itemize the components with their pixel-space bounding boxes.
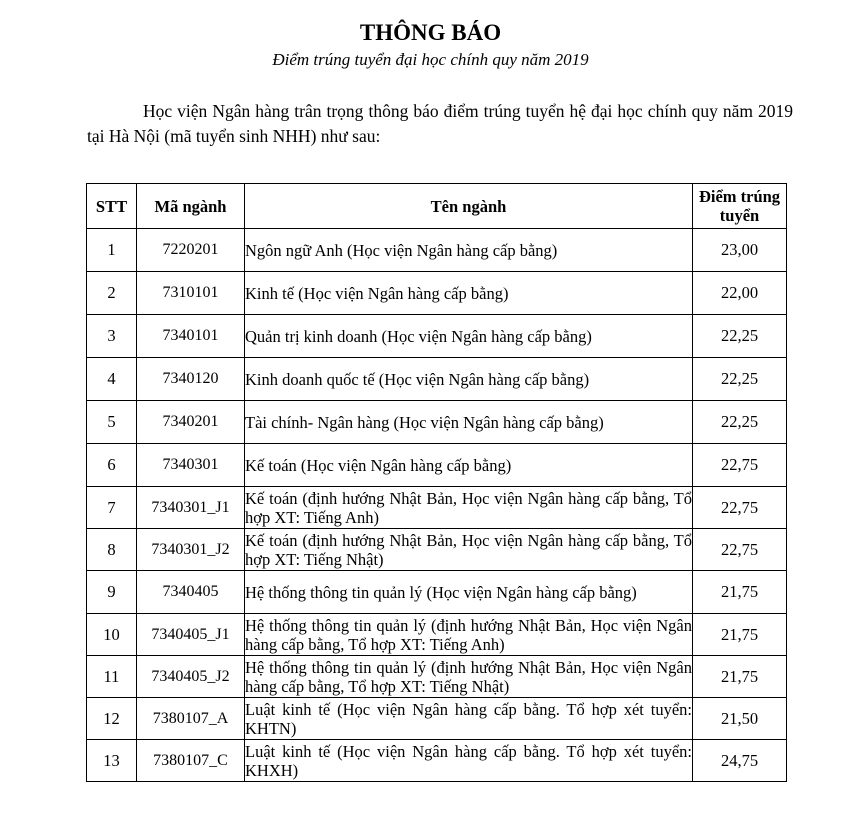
cell-score: 22,75 [693, 487, 787, 529]
cell-name: Ngôn ngữ Anh (Học viện Ngân hàng cấp bằng) [245, 229, 693, 272]
cell-stt: 6 [87, 444, 137, 487]
document-subtitle: Điểm trúng tuyển đại học chính quy năm 2019 [272, 50, 589, 69]
cell-code: 7340301 [137, 444, 245, 487]
cell-score: 22,25 [693, 358, 787, 401]
cell-name: Luật kinh tế (Học viện Ngân hàng cấp bằng. Tổ hợp xét tuyển: KHXH) [245, 741, 692, 780]
cell-score: 22,25 [693, 401, 787, 444]
cell-stt: 12 [87, 698, 137, 740]
cell-stt: 4 [87, 358, 137, 401]
cell-name: Kinh doanh quốc tế (Học viện Ngân hàng cấp bằng) [245, 358, 693, 401]
header-code: Mã ngành [137, 184, 245, 229]
cell-name: Luật kinh tế (Học viện Ngân hàng cấp bằng. Tổ hợp xét tuyển: KHTN) [245, 699, 692, 738]
cell-code: 7340405 [137, 571, 245, 614]
cell-score: 22,25 [693, 315, 787, 358]
cell-score: 21,75 [693, 571, 787, 614]
cell-name: Kinh tế (Học viện Ngân hàng cấp bằng) [245, 272, 693, 315]
cell-code: 7220201 [137, 229, 245, 272]
cell-stt: 8 [87, 529, 137, 571]
cell-name: Quản trị kinh doanh (Học viện Ngân hàng cấp bằng) [245, 315, 693, 358]
cell-name: Hệ thống thông tin quản lý (Học viện Ngân hàng cấp bằng) [245, 571, 693, 614]
table-row [87, 444, 787, 487]
cell-score: 21,75 [693, 656, 787, 698]
table-row [87, 401, 787, 444]
cell-stt: 2 [87, 272, 137, 315]
table-row [87, 487, 787, 529]
cell-code: 7340201 [137, 401, 245, 444]
cell-stt: 10 [87, 614, 137, 656]
table-row [87, 529, 787, 571]
cell-name: Tài chính- Ngân hàng (Học viện Ngân hàng cấp bằng) [245, 401, 693, 444]
table-row [87, 614, 787, 656]
cell-stt: 13 [87, 740, 137, 782]
table-row [87, 571, 787, 614]
cell-name: Kế toán (định hướng Nhật Bản, Học viện Ngân hàng cấp bằng, Tổ hợp XT: Tiếng Nhật) [245, 530, 692, 569]
cell-code: 7340101 [137, 315, 245, 358]
cell-code: 7340405_J1 [137, 614, 245, 656]
cell-name: Kế toán (định hướng Nhật Bản, Học viện Ngân hàng cấp bằng, Tổ hợp XT: Tiếng Anh) [245, 488, 692, 527]
table-row [87, 229, 787, 272]
cell-code: 7340301_J2 [137, 529, 245, 571]
cell-stt: 7 [87, 487, 137, 529]
cell-stt: 1 [87, 229, 137, 272]
cell-stt: 5 [87, 401, 137, 444]
table-header-row [87, 184, 787, 229]
document-title: THÔNG BÁO [359, 20, 502, 45]
cell-score: 22,75 [693, 529, 787, 571]
header-stt: STT [87, 184, 137, 229]
admission-scores-table [86, 183, 787, 782]
table-row [87, 740, 787, 782]
table-row [87, 272, 787, 315]
cell-name: Hệ thống thông tin quản lý (định hướng Nhật Bản, Học viện Ngân hàng cấp bằng, Tổ hợp XT: Tiếng Nhật) [245, 657, 692, 696]
table-row [87, 358, 787, 401]
cell-code: 7380107_C [137, 740, 245, 782]
cell-name: Kế toán (Học viện Ngân hàng cấp bằng) [245, 444, 693, 487]
cell-code: 7310101 [137, 272, 245, 315]
table-row [87, 698, 787, 740]
cell-score: 21,75 [693, 614, 787, 656]
table-row [87, 315, 787, 358]
cell-score: 21,50 [693, 698, 787, 740]
table-row [87, 656, 787, 698]
cell-name: Hệ thống thông tin quản lý (định hướng Nhật Bản, Học viện Ngân hàng cấp bằng, Tổ hợp XT: Tiếng Anh) [245, 615, 692, 654]
header-name: Tên ngành [245, 184, 693, 229]
cell-score: 23,00 [693, 229, 787, 272]
header-score: Điểm trúng tuyển [693, 184, 787, 229]
cell-stt: 11 [87, 656, 137, 698]
cell-score: 24,75 [693, 740, 787, 782]
cell-code: 7380107_A [137, 698, 245, 740]
cell-code: 7340120 [137, 358, 245, 401]
cell-code: 7340301_J1 [137, 487, 245, 529]
cell-score: 22,75 [693, 444, 787, 487]
intro-paragraph: Học viện Ngân hàng trân trọng thông báo điểm trúng tuyển hệ đại học chính quy năm 2019 tại Hà Nội (mã tuyển sinh NHH) như sau: [87, 101, 793, 146]
cell-code: 7340405_J2 [137, 656, 245, 698]
cell-stt: 9 [87, 571, 137, 614]
cell-stt: 3 [87, 315, 137, 358]
cell-score: 22,00 [693, 272, 787, 315]
